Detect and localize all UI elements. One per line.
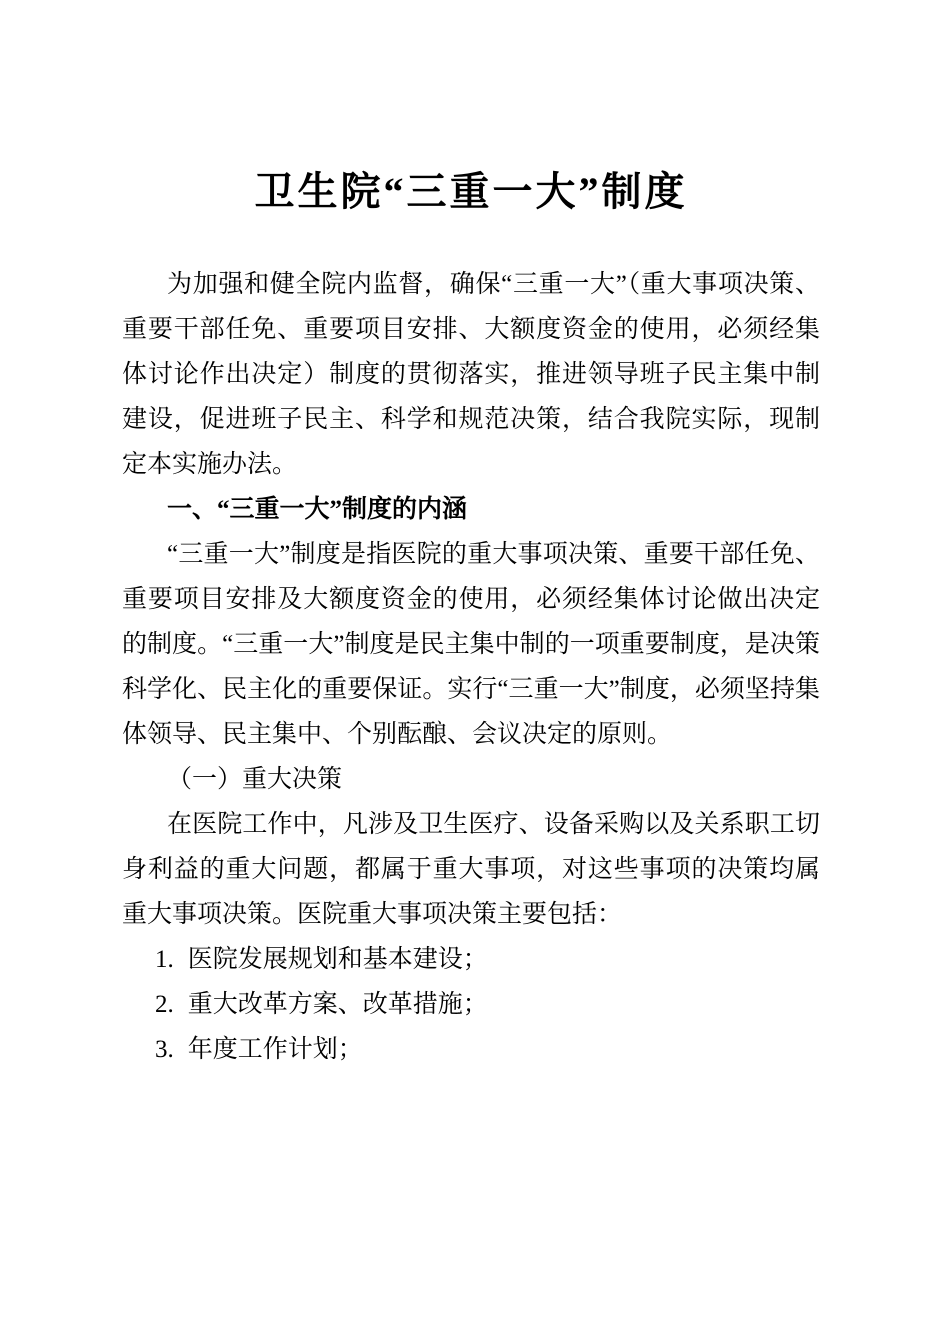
list-item-marker: 2.	[155, 991, 174, 1018]
decision-list	[122, 937, 820, 1072]
document-title: 卫生院“三重一大”制度	[254, 169, 688, 214]
list-item-text: 重大改革方案、改革措施；	[187, 991, 488, 1018]
section-1-paragraph: “三重一大”制度是指医院的重大事项决策、重要干部任免、重要项目安排及大额度资金的使用，必须经集体讨论做出决定的制度。“三重一大”制度是民主集中制的一项重要制度，是决策科学化、民主化的重要保证。实行“三重一大”制度，必须坚持集体领导、民主集中、个别酝酿、会议决定的原则。	[122, 541, 820, 748]
list-item-text: 医院发展规划和基本建设；	[187, 946, 488, 973]
intro-paragraph: 为加强和健全院内监督，确保“三重一大”（重大事项决策、重要干部任免、重要项目安排、大额度资金的使用，必须经集体讨论作出决定）制度的贯彻落实，推进领导班子民主集中制建设，促进班子民主、科学和规范决策，结合我院实际，现制定本实施办法。	[122, 271, 820, 478]
list-item-marker: 3.	[155, 1036, 174, 1063]
document-content	[122, 168, 820, 1072]
list-item	[122, 937, 820, 982]
subsection-1-paragraph: 在医院工作中，凡涉及卫生医疗、设备采购以及关系职工切身利益的重大问题，都属于重大事项，对这些事项的决策均属重大事项决策。医院重大事项决策主要包括：	[122, 811, 820, 928]
list-item-marker: 1.	[155, 946, 174, 973]
subsection-1-heading: （一）重大决策	[167, 766, 343, 793]
list-item	[122, 982, 820, 1027]
list-item	[122, 1027, 820, 1072]
list-item-text: 年度工作计划；	[187, 1036, 363, 1063]
section-1-heading: 一、“三重一大”制度的内涵	[167, 496, 468, 523]
